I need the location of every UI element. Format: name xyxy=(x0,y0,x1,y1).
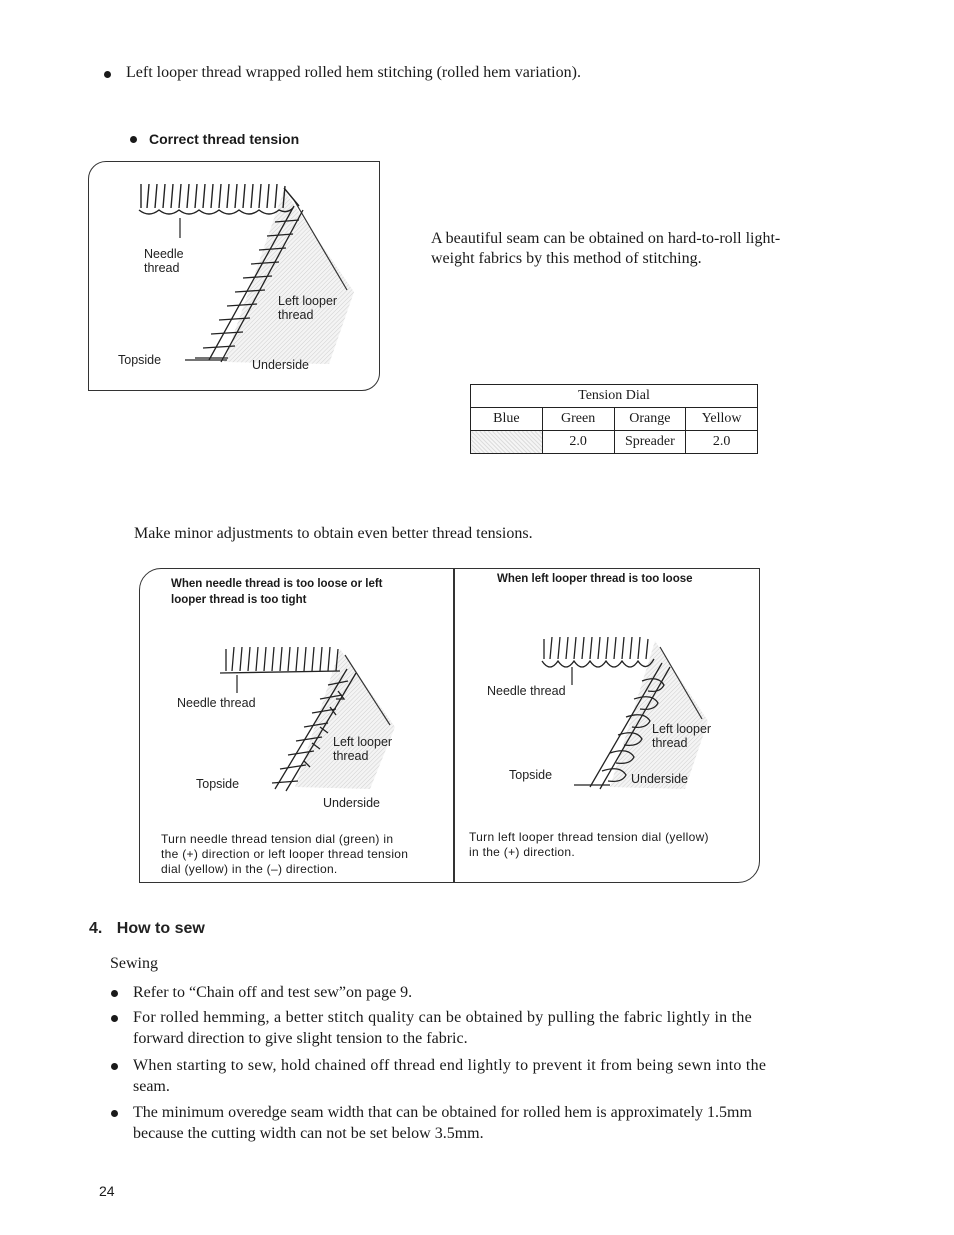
needle-thread-label xyxy=(144,247,184,275)
looper-label-line2: thread xyxy=(278,308,314,322)
val-yellow: 2.0 xyxy=(686,431,758,454)
section-title: How to sew xyxy=(116,920,205,937)
right-topside-label: Topside xyxy=(509,768,553,782)
bullet-icon xyxy=(111,1110,118,1117)
bullet4-line2: because the cutting width can not be set below 3.5mm. xyxy=(133,1125,484,1142)
left-topside-label: Topside xyxy=(196,777,240,791)
right-instr-line1: Turn left looper thread tension dial (yellow) xyxy=(469,830,709,844)
left-instr-line2: the (+) direction or left looper thread tension xyxy=(161,847,409,861)
description-line2: weight fabrics by this method of stitching. xyxy=(431,250,702,267)
left-instructions xyxy=(161,832,408,877)
left-instr-line3: dial (yellow) in the (–) direction. xyxy=(161,862,338,876)
correct-tension-heading xyxy=(130,131,299,147)
left-underside-label: Underside xyxy=(323,796,380,810)
left-looper-line2: thread xyxy=(333,749,369,763)
tension-dial-header: Tension Dial xyxy=(471,385,758,408)
bullet2-line1: For rolled hemming, a better stitch quality can be obtained by pulling the fabric lightly in the xyxy=(133,1009,752,1026)
bullet-icon xyxy=(111,1015,118,1022)
tension-dial-table xyxy=(470,384,758,454)
underside-label: Underside xyxy=(252,358,309,372)
col-blue: Blue xyxy=(471,408,543,431)
bullet1-line1: Refer to “Chain off and test sew”on page 9. xyxy=(133,984,413,1001)
left-instr-line1: Turn needle thread tension dial (green) in xyxy=(161,832,394,846)
adjust-text: Make minor adjustments to obtain even better thread tensions. xyxy=(134,525,533,542)
val-green: 2.0 xyxy=(542,431,614,454)
right-looper-line1: Left looper xyxy=(652,722,712,736)
right-instructions xyxy=(469,830,709,860)
needle-loose-illustration xyxy=(200,639,500,809)
left-panel-title xyxy=(171,576,383,608)
right-looper-line2: thread xyxy=(652,736,688,750)
correct-tension-figure xyxy=(88,161,380,391)
bullet3-line2: seam. xyxy=(133,1078,170,1095)
section-number: 4. xyxy=(89,920,103,937)
subheading-text: Correct thread tension xyxy=(149,131,300,147)
left-looper-label xyxy=(278,294,337,322)
intro-text: Left looper thread wrapped rolled hem stitching (rolled hem variation). xyxy=(126,64,581,81)
right-instr-line2: in the (+) direction. xyxy=(469,845,576,859)
needle-label-line2: thread xyxy=(144,261,180,275)
sewing-subheading: Sewing xyxy=(110,955,158,972)
bullet-icon xyxy=(111,1063,118,1070)
description-text xyxy=(431,229,780,269)
sew-bullet-1 xyxy=(111,982,831,1003)
intro-bullet xyxy=(104,64,581,82)
right-looper-label xyxy=(652,722,711,750)
left-title-line1: When needle thread is too loose or left xyxy=(171,578,383,590)
bullet4-line1: The minimum overedge seam width that can be obtained for rolled hem is approximately 1.5mm xyxy=(133,1104,752,1121)
bullet3-line1: When starting to sew, hold chained off thread end lightly to prevent it from being sewn into the xyxy=(133,1057,767,1074)
description-line1: A beautiful seam can be obtained on hard-to-roll light- xyxy=(431,230,781,247)
left-title-line2: looper thread is too tight xyxy=(171,594,307,606)
bullet2-line2: forward direction to give slight tension to the fabric. xyxy=(133,1030,468,1047)
val-orange: Spreader xyxy=(614,431,686,454)
val-blue xyxy=(471,431,543,454)
right-underside-label: Underside xyxy=(631,772,688,786)
bullet-icon xyxy=(130,136,137,143)
adjustment-figure-box xyxy=(139,568,760,883)
left-looper-label xyxy=(333,735,392,763)
topside-label: Topside xyxy=(118,353,162,367)
section-heading xyxy=(89,920,205,938)
left-looper-line1: Left looper xyxy=(333,735,393,749)
col-green: Green xyxy=(542,408,614,431)
sew-bullet-2 xyxy=(111,1007,831,1049)
sew-bullet-4 xyxy=(111,1102,831,1144)
looper-label-line1: Left looper xyxy=(278,294,338,308)
needle-label-line1: Needle xyxy=(144,247,184,261)
col-orange: Orange xyxy=(614,408,686,431)
sew-bullet-3 xyxy=(111,1055,831,1097)
right-panel-title: When left looper thread is too loose xyxy=(497,573,693,585)
right-needle-label: Needle thread xyxy=(487,684,566,698)
bullet-icon xyxy=(104,71,111,78)
bullet-icon xyxy=(111,990,118,997)
page-number: 24 xyxy=(99,1183,115,1199)
col-yellow: Yellow xyxy=(686,408,758,431)
left-needle-label: Needle thread xyxy=(177,696,256,710)
